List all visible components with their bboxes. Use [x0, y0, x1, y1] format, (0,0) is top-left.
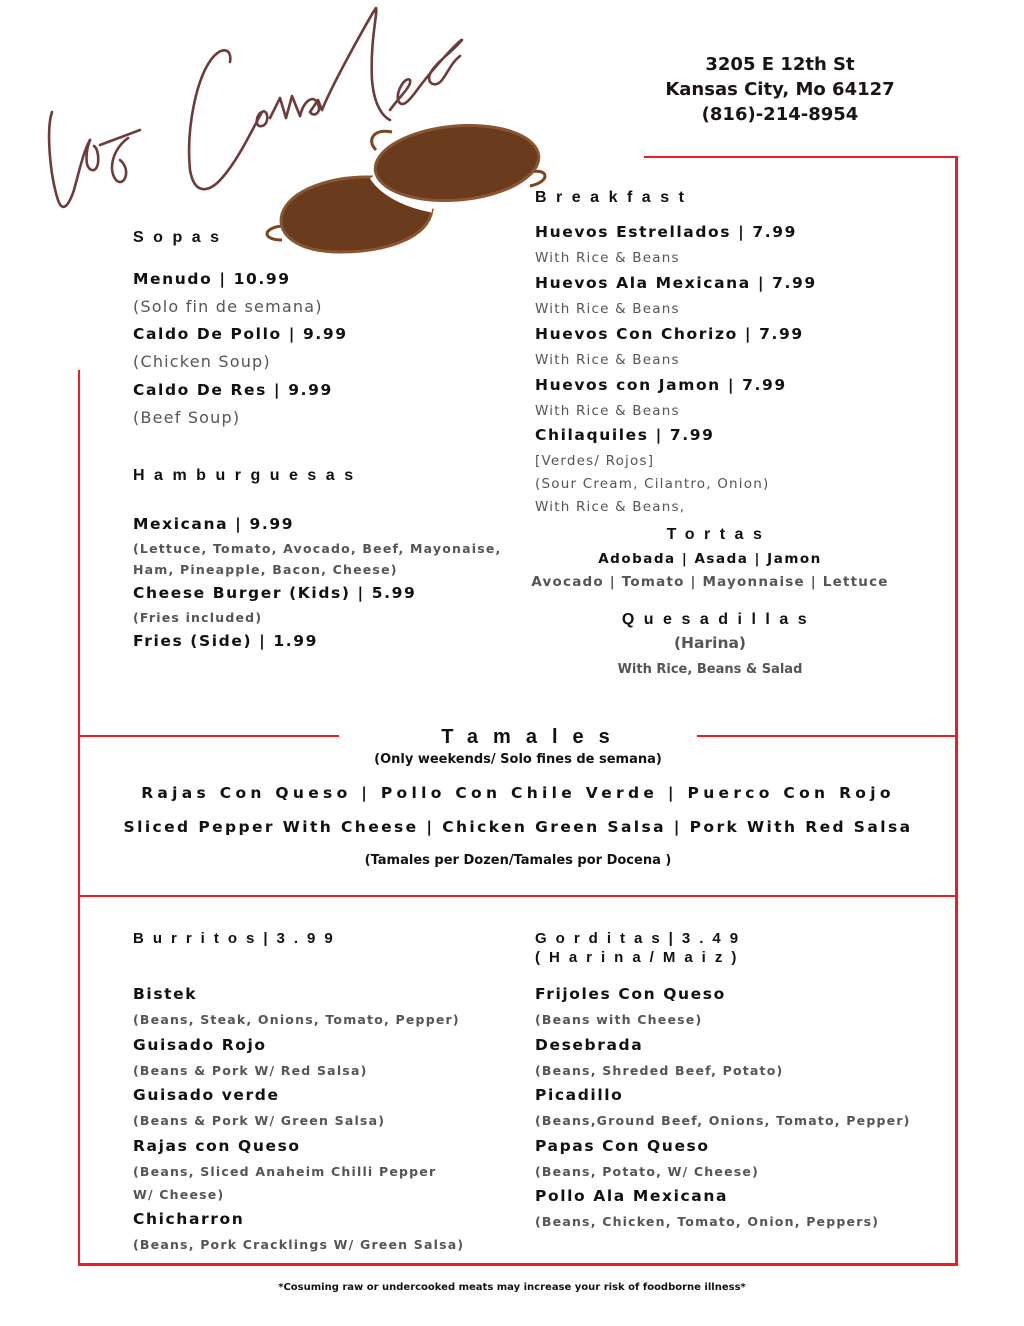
menu-item-desebrada: Desebrada [535, 1036, 644, 1054]
border-top-right [644, 156, 958, 158]
menu-item-desc: (Beef Soup) [133, 408, 241, 427]
menu-item-desc: [Verdes/ Rojos] [535, 453, 655, 469]
menu-item-desc: (Beans, Pork Cracklings W/ Green Salsa) [133, 1237, 465, 1252]
menu-item-chilaquiles: Chilaquiles | 7.99 [535, 426, 715, 444]
border-right [955, 156, 958, 1266]
menu-item-desc: (Solo fin de semana) [133, 297, 323, 316]
section-title-quesadillas: Quesadillas [621, 611, 817, 628]
section-title-gorditas: Gorditas|3.49 [535, 930, 748, 947]
menu-item-papas-con-queso: Papas Con Queso [535, 1137, 710, 1155]
phone-number[interactable]: (816)-214-8954 [701, 104, 859, 125]
section-title-tortas: Tortas [666, 526, 772, 543]
menu-item-mexicana: Mexicana | 9.99 [133, 515, 295, 533]
los-comales-logo [0, 0, 560, 260]
menu-item-guisado-verde: Guisado verde [133, 1086, 280, 1104]
menu-item-desc: With Rice & Beans, [535, 499, 686, 515]
tamales-dozen-note: (Tamales per Dozen/Tamales por Docena ) [364, 853, 672, 868]
quesadillas-note: With Rice, Beans & Salad [617, 662, 803, 677]
menu-item-huevos-estrellados: Huevos Estrellados | 7.99 [535, 223, 798, 241]
menu-item-desc: (Beans & Pork W/ Green Salsa) [133, 1113, 386, 1128]
menu-item-chicharron: Chicharron [133, 1210, 245, 1228]
menu-item-huevos-con-chorizo: Huevos Con Chorizo | 7.99 [535, 325, 804, 343]
section-title-burritos: Burritos|3.99 [133, 930, 342, 947]
menu-item-desc: (Chicken Soup) [133, 352, 271, 371]
menu-item-desc: (Sour Cream, Cilantro, Onion) [535, 476, 770, 492]
menu-item-desc: With Rice & Beans [535, 403, 680, 419]
section-title-breakfast: Breakfast [535, 189, 694, 206]
menu-item-caldo-de-res: Caldo De Res | 9.99 [133, 381, 333, 399]
menu-item-huevos-ala-mexicana: Huevos Ala Mexicana | 7.99 [535, 274, 817, 292]
menu-item-desc: With Rice & Beans [535, 250, 680, 266]
gorditas-subtitle: (Harina/Maiz) [535, 949, 746, 966]
tortas-meats: Adobada | Asada | Jamon [598, 551, 822, 567]
menu-item-frijoles-con-queso: Frijoles Con Queso [535, 985, 726, 1003]
street-address: 3205 E 12th St [705, 54, 855, 75]
tamales-flavors-english: Sliced Pepper With Cheese | Chicken Green Salsa | Pork With Red Salsa [123, 818, 913, 836]
menu-item-desc: (Beans, Steak, Onions, Tomato, Pepper) [133, 1012, 460, 1027]
menu-item-huevos-con-jamon: Huevos con Jamon | 7.99 [535, 376, 787, 394]
menu-item-desc: (Fries included) [133, 610, 263, 625]
menu-item-desc: (Beans, Shreded Beef, Potato) [535, 1063, 784, 1078]
divider-tamales-left [78, 735, 339, 737]
menu-item-desc: (Beans, Sliced Anaheim Chilli Pepper [133, 1164, 437, 1179]
section-title-tamales: Tamales [441, 726, 625, 748]
tamales-flavors-spanish: Rajas Con Queso | Pollo Con Chile Verde | Puerco Con Rojo [141, 784, 895, 802]
menu-item-desc: With Rice & Beans [535, 352, 680, 368]
menu-item-desc: With Rice & Beans [535, 301, 680, 317]
menu-item-cheese-burger-kids: Cheese Burger (Kids) | 5.99 [133, 584, 417, 602]
divider-tamales-bottom [78, 895, 958, 897]
menu-item-fries-side: Fries (Side) | 1.99 [133, 632, 319, 650]
menu-item-picadillo: Picadillo [535, 1086, 624, 1104]
food-safety-disclaimer: *Cosuming raw or undercooked meats may increase your risk of foodborne illness* [278, 1282, 746, 1293]
menu-item-desc: (Beans,Ground Beef, Onions, Tomato, Pepper) [535, 1113, 911, 1128]
comal-pans-icon [267, 119, 545, 252]
tortas-toppings: Avocado | Tomato | Mayonnaise | Lettuce [531, 574, 889, 590]
menu-item-desc: Ham, Pineapple, Bacon, Cheese) [133, 562, 398, 577]
menu-item-pollo-ala-mexicana: Pollo Ala Mexicana [535, 1187, 729, 1205]
menu-item-rajas-con-queso: Rajas con Queso [133, 1137, 301, 1155]
section-title-hamburguesas: Hamburguesas [133, 467, 363, 484]
section-title-sopas: Sopas [133, 229, 229, 246]
divider-tamales-right [697, 735, 957, 737]
restaurant-address [640, 52, 920, 127]
menu-item-desc: (Beans, Potato, W/ Cheese) [535, 1164, 759, 1179]
quesadillas-subtitle: (Harina) [673, 634, 747, 652]
menu-item-guisado-rojo: Guisado Rojo [133, 1036, 267, 1054]
border-bottom [78, 1263, 958, 1266]
menu-item-desc: W/ Cheese) [133, 1187, 225, 1202]
menu-item-bistek: Bistek [133, 985, 198, 1003]
menu-item-menudo: Menudo | 10.99 [133, 270, 291, 288]
menu-item-desc: (Lettuce, Tomato, Avocado, Beef, Mayonaise, [133, 541, 502, 556]
menu-item-desc: (Beans, Chicken, Tomato, Onion, Peppers) [535, 1214, 880, 1229]
menu-item-desc: (Beans with Cheese) [535, 1012, 703, 1027]
menu-item-desc: (Beans & Pork W/ Red Salsa) [133, 1063, 368, 1078]
city-state-zip: Kansas City, Mo 64127 [665, 79, 895, 100]
menu-item-caldo-de-pollo: Caldo De Pollo | 9.99 [133, 325, 348, 343]
tamales-weekend-note: (Only weekends/ Solo fines de semana) [374, 752, 662, 767]
